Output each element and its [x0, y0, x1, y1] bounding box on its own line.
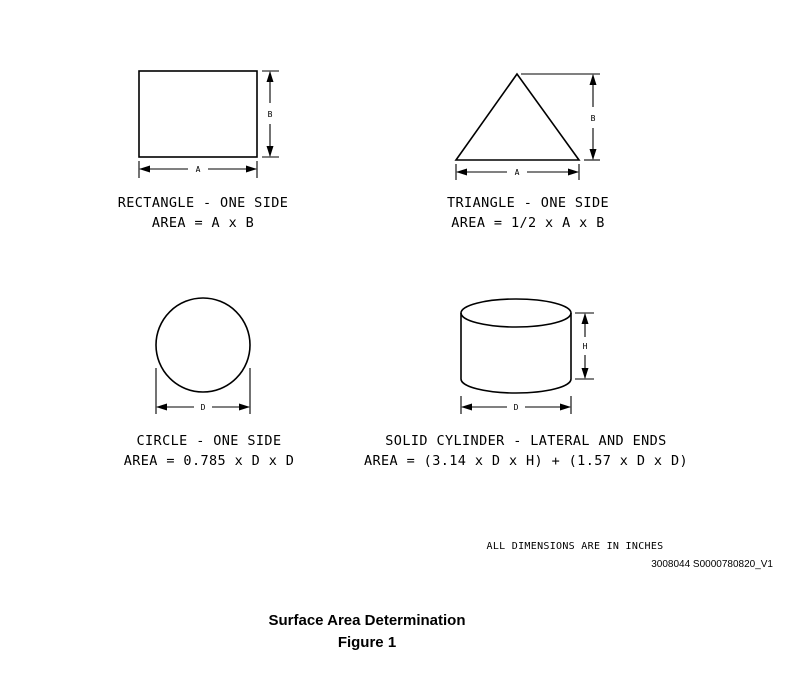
cylinder-caption-formula: AREA = (3.14 x D x H) + (1.57 x D x D): [363, 453, 689, 469]
cylinder-dim-d-label: D: [513, 403, 519, 412]
cylinder-diagram: [364, 299, 688, 469]
rectangle-diagram: [118, 71, 289, 231]
reference-code: 3008044 S0000780820_V1: [651, 559, 773, 570]
triangle-diagram: [447, 74, 609, 231]
cylinder-caption-name: SOLID CYLINDER - LATERAL AND ENDS: [385, 433, 667, 449]
rectangle-dim-b-label: B: [267, 110, 273, 119]
cylinder-dim-h-label: H: [582, 342, 588, 351]
rectangle-caption-formula: AREA = A x B: [151, 215, 255, 231]
dimensions-note: ALL DIMENSIONS ARE IN INCHES: [486, 541, 664, 552]
rectangle-dim-a-label: A: [195, 165, 201, 174]
figure-title: Surface Area Determination: [268, 612, 466, 629]
circle-shape: [156, 298, 250, 392]
triangle-dim-b-label: B: [590, 114, 596, 123]
figure-number: Figure 1: [337, 634, 397, 651]
triangle-caption-formula: AREA = 1/2 x A x B: [451, 215, 605, 231]
rectangle-shape: [139, 71, 257, 157]
cylinder-bottom-arc: [461, 379, 571, 393]
circle-diagram: [124, 298, 295, 469]
rectangle-caption-name: RECTANGLE - ONE SIDE: [117, 195, 289, 211]
circle-dim-d-label: D: [200, 403, 206, 412]
triangle-shape: [456, 74, 579, 160]
triangle-dim-a-label: A: [514, 168, 520, 177]
circle-caption-formula: AREA = 0.785 x D x D: [123, 453, 295, 469]
circle-caption-name: CIRCLE - ONE SIDE: [136, 433, 282, 449]
triangle-caption-name: TRIANGLE - ONE SIDE: [446, 195, 610, 211]
cylinder-top-ellipse: [461, 299, 571, 327]
